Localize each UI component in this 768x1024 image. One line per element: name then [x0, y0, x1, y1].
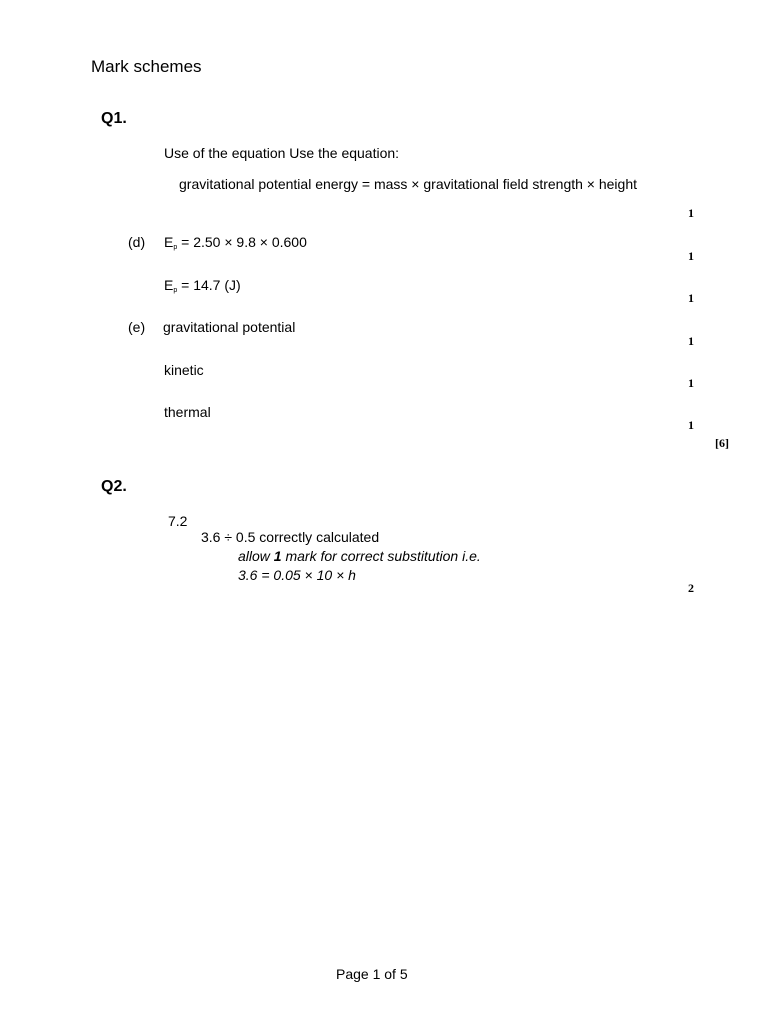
part-d-line-2 [164, 277, 241, 293]
part-d-mark-1: 1 [688, 249, 694, 263]
q1-total-marks: [6] [715, 436, 729, 450]
part-e-item-3: thermal [164, 404, 211, 420]
q1-intro: Use of the equation Use the equation: [164, 145, 400, 161]
part-e-mark-2: 1 [688, 376, 694, 390]
q2-guidance-mark-count: 1 [273, 548, 282, 564]
energy-symbol: E [164, 277, 174, 293]
q2-guidance-prefix: allow [238, 548, 274, 564]
energy-symbol: E [164, 234, 174, 250]
part-d-line-1-text: = 2.50 × 9.8 × 0.600 [177, 234, 307, 250]
part-e-mark-1: 1 [688, 334, 694, 348]
part-e-mark-3: 1 [688, 418, 694, 432]
part-d-line-1 [164, 234, 307, 250]
q2-guidance [238, 548, 481, 564]
page-footer: Page 1 of 5 [336, 966, 408, 982]
q2-answer: 3.6 ÷ 0.5 correctly calculated [201, 529, 380, 545]
part-e-label: (e) [128, 319, 146, 335]
q2-part-number: 7.2 [168, 513, 188, 529]
q1-equation: gravitational potential energy = mass × gravitational field strength × height [179, 176, 638, 192]
part-d-line-2-text: = 14.7 (J) [177, 277, 241, 293]
part-e-item-2: kinetic [164, 362, 204, 378]
question-2-heading: Q2. [101, 478, 127, 495]
part-e-item-1: gravitational potential [163, 319, 296, 335]
document-header: Mark schemes [91, 57, 202, 76]
part-d-label: (d) [128, 234, 146, 250]
energy-subscript: p [173, 287, 178, 294]
energy-subscript: p [173, 244, 178, 251]
q2-mark: 2 [688, 581, 694, 595]
part-d-mark-2: 1 [688, 291, 694, 305]
question-1-heading: Q1. [101, 110, 127, 127]
q1-mark: 1 [688, 206, 694, 220]
q2-substitution: 3.6 = 0.05 × 10 × h [238, 567, 356, 583]
q2-guidance-suffix: mark for correct substitution i.e. [281, 548, 481, 564]
